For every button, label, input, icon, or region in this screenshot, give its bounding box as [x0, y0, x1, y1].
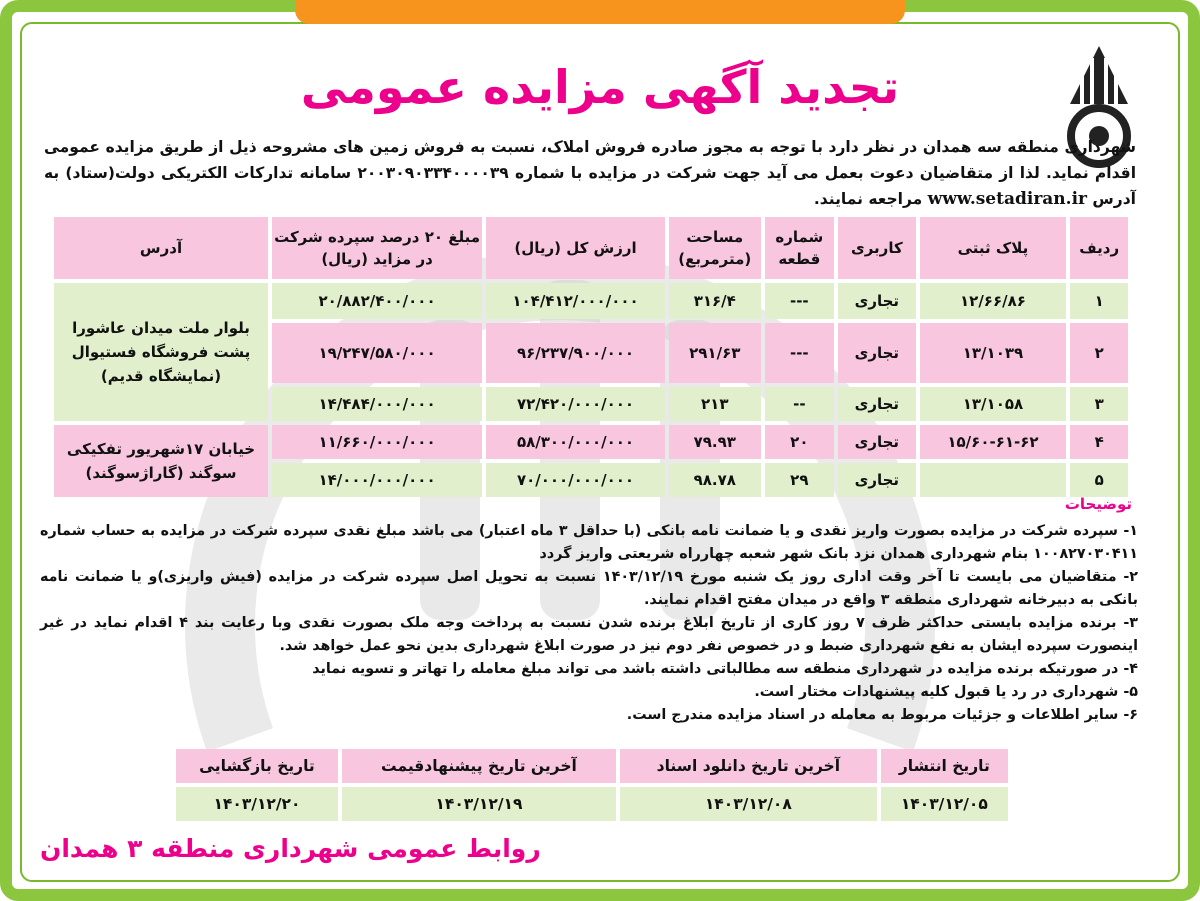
note-item: ۲- متقاضیان می بایست تا آخر وقت اداری روز یک شنبه مورخ ۱۴۰۳/۱۲/۱۹ نسبت به تحویل اصل سپرده شرکت در مزایده (فیش واریزی)و یا ضمانت نامه بانکی به دبیرخانه شهرداری منطقه ۳ واقع در میدان مفتح اقدام نمایند.	[40, 569, 1138, 608]
note-item: ۳- برنده مزایده بایستی حداکثر ظرف ۷ روز کاری از تاریخ ابلاغ برنده شدن نسبت به پرداخت وجه ملک بصورت نقدی وبا رعایت بند ۴ اقدام نماید در غیر اینصورت سپرده ایشان به نفع شهرداری ضبط و در خصوص نفر دوم نیز در صورت ابلاغ شهرداری بدین نحو عمل خواهد شد.	[40, 615, 1138, 654]
note-item: ۴- در صورتیکه برنده مزایده در شهرداری منطقه سه مطالباتی داشته باشد می تواند مبلغ معامله را تهاتر و تسویه نماید	[312, 661, 1138, 677]
cell-area: ۹۸.۷۸	[669, 463, 761, 497]
note-item: ۱- سپرده شرکت در مزایده بصورت واریز نقدی و یا ضمانت نامه بانکی (با حداقل ۳ ماه اعتبار) می باشد مبلغ نقدی سپرده شرکت در مزایده به حساب شماره ۱۰۰۸۲۷۰۳۰۴۱۱ بنام شهرداری همدان نزد بانک شهر شعبه چهارراه شریعتی واریز گردد	[40, 523, 1138, 562]
cell-area: ۲۱۳	[669, 387, 761, 421]
page-title: تجدید آگهی مزایده عمومی	[300, 60, 900, 114]
cell-use: تجاری	[838, 323, 915, 383]
cell-plak	[920, 463, 1067, 497]
notes-heading: توضیحات	[1064, 495, 1132, 513]
dates-value-row	[176, 787, 1008, 821]
cell-area: ۷۹.۹۳	[669, 425, 761, 459]
cell-area: ۳۱۶/۴	[669, 283, 761, 319]
cell-plak: ۱۲/۶۶/۸۶	[920, 283, 1067, 319]
cell-row-number: ۵	[1070, 463, 1128, 497]
auction-table	[50, 213, 1132, 501]
header-plak: پلاک ثبتی	[920, 217, 1067, 279]
cell-plak: ۱۵/۶۰-۶۱-۶۲	[920, 425, 1067, 459]
cell-area: ۲۹۱/۶۳	[669, 323, 761, 383]
header-piece: شماره قطعه	[765, 217, 835, 279]
note-item: ۶- سایر اطلاعات و جزئیات مربوط به معامله در اسناد مزایده مندرج است.	[626, 707, 1138, 723]
date-header-opening: تاریخ بازگشایی	[176, 749, 338, 783]
cell-row-number: ۱	[1070, 283, 1128, 319]
cell-piece: ۲۹	[765, 463, 835, 497]
cell-address-group-1: بلوار ملت میدان عاشورا پشت فروشگاه فستیوال (نمایشگاه قدیم)	[54, 283, 268, 421]
header-use: کاربری	[838, 217, 915, 279]
date-value-publish: ۱۴۰۳/۱۲/۰۵	[881, 787, 1008, 821]
date-header-publish: تاریخ انتشار	[881, 749, 1008, 783]
cell-row-number: ۴	[1070, 425, 1128, 459]
cell-row-number: ۲	[1070, 323, 1128, 383]
date-value-bid: ۱۴۰۳/۱۲/۱۹	[342, 787, 616, 821]
intro-tail: مراجعه نمایند.	[813, 190, 923, 208]
header-value: ارزش کل (ریال)	[486, 217, 665, 279]
cell-piece: ۲۰	[765, 425, 835, 459]
cell-piece: ---	[765, 323, 835, 383]
intro-paragraph	[44, 134, 1136, 212]
cell-piece: --	[765, 387, 835, 421]
dates-table	[172, 745, 1012, 825]
header-row-number: ردیف	[1070, 217, 1128, 279]
cell-deposit: ۱۱/۶۶۰/۰۰۰/۰۰۰	[272, 425, 482, 459]
cell-deposit: ۱۴/۴۸۴/۰۰۰/۰۰۰	[272, 387, 482, 421]
date-value-download: ۱۴۰۳/۱۲/۰۸	[620, 787, 877, 821]
date-header-bid: آخرین تاریخ پیشنهادقیمت	[342, 749, 616, 783]
header-deposit: مبلغ ۲۰ درصد سپرده شرکت در مزاید (ریال)	[272, 217, 482, 279]
cell-value: ۷۰/۰۰۰/۰۰۰/۰۰۰	[486, 463, 665, 497]
cell-value: ۹۶/۲۳۷/۹۰۰/۰۰۰	[486, 323, 665, 383]
cell-value: ۱۰۴/۴۱۲/۰۰۰/۰۰۰	[486, 283, 665, 319]
intro-text: شهرداری منطقه سه همدان در نظر دارد با توجه به مجوز صادره فروش املاک، نسبت به فروش زمین های مشروحه ذیل از طریق مزایده عمومی اقدام نماید. لذا از متقاضیان دعوت بعمل می آید جهت شرکت در مزایده با شماره ۲۰۰۳۰۹۰۳۳۴۰۰۰۰۳۹ سامانه تدارکات الکتریکی دولت(ستاد) به آدرس	[44, 138, 1137, 208]
cell-deposit: ۱۹/۲۴۷/۵۸۰/۰۰۰	[272, 323, 482, 383]
footer-signature: روابط عمومی شهرداری منطقه ۳ همدان	[40, 834, 541, 863]
date-value-opening: ۱۴۰۳/۱۲/۲۰	[176, 787, 338, 821]
cell-deposit: ۱۴/۰۰۰/۰۰۰/۰۰۰	[272, 463, 482, 497]
cell-use: تجاری	[838, 425, 915, 459]
header-area: مساحت (مترمربع)	[669, 217, 761, 279]
cell-value: ۵۸/۳۰۰/۰۰۰/۰۰۰	[486, 425, 665, 459]
note-item: ۵- شهرداری در رد یا قبول کلیه پیشنهادات مختار است.	[754, 684, 1138, 700]
cell-plak: ۱۳/۱۰۳۹	[920, 323, 1067, 383]
cell-value: ۷۲/۴۲۰/۰۰۰/۰۰۰	[486, 387, 665, 421]
table-row	[54, 283, 1128, 319]
cell-deposit: ۲۰/۸۸۲/۴۰۰/۰۰۰	[272, 283, 482, 319]
cell-piece: ---	[765, 283, 835, 319]
cell-row-number: ۳	[1070, 387, 1128, 421]
cell-use: تجاری	[838, 387, 915, 421]
notes-list	[40, 520, 1138, 727]
cell-use: تجاری	[838, 283, 915, 319]
website-link[interactable]: www.setadiran.ir	[927, 189, 1087, 209]
header-address: آدرس	[54, 217, 268, 279]
table-row	[54, 425, 1128, 459]
top-orange-tab	[295, 0, 905, 24]
table-header-row	[54, 217, 1128, 279]
date-header-download: آخرین تاریخ دانلود اسناد	[620, 749, 877, 783]
cell-plak: ۱۳/۱۰۵۸	[920, 387, 1067, 421]
cell-use: تجاری	[838, 463, 915, 497]
cell-address-group-2: خیابان ۱۷شهریور تفکیکی سوگند (گاراژسوگند)	[54, 425, 268, 497]
dates-header-row	[176, 749, 1008, 783]
